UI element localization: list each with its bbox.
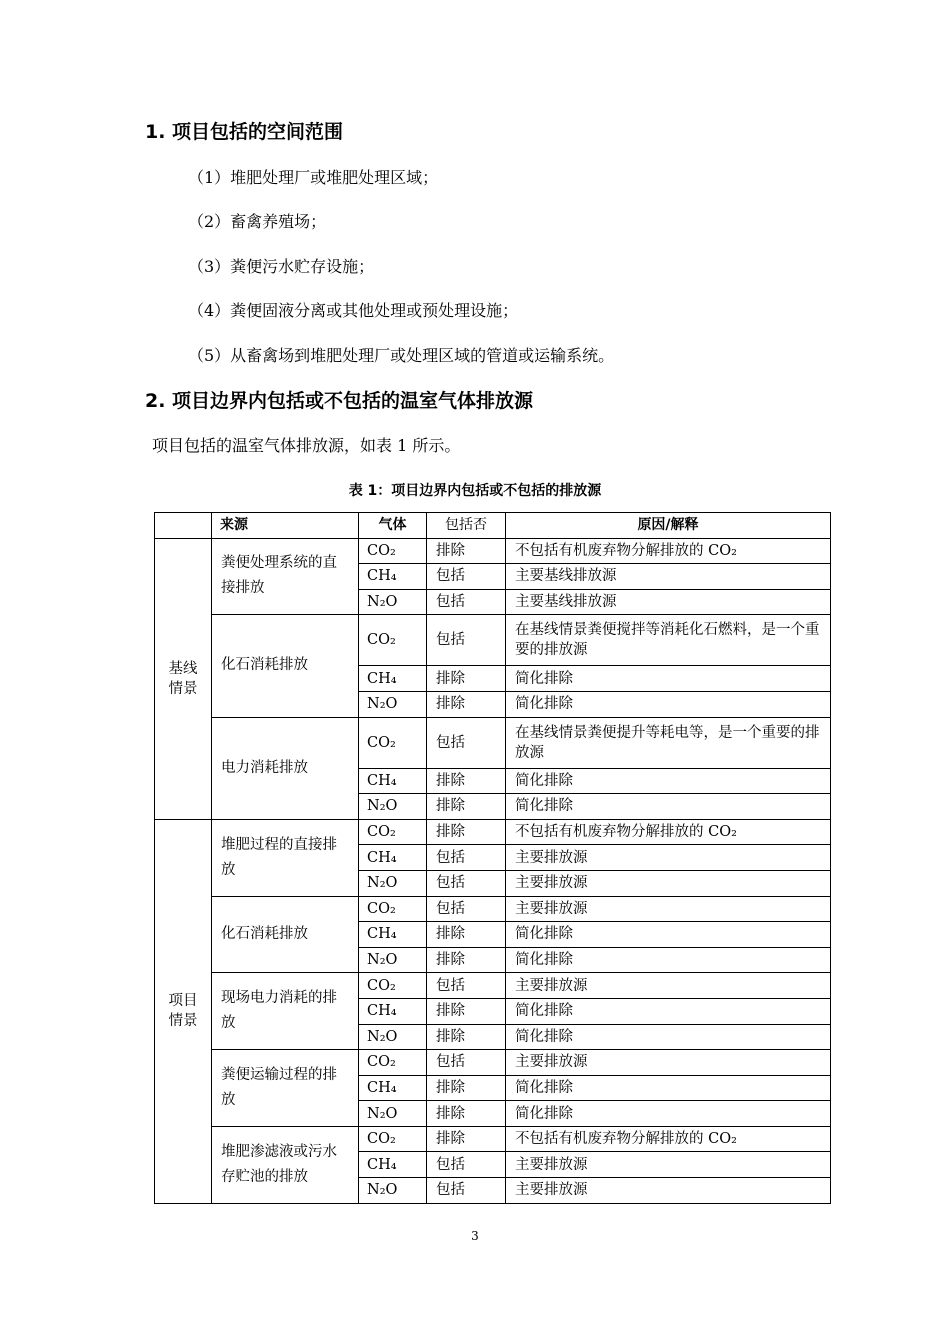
included-cell: 排除 — [427, 947, 506, 973]
included-cell: 排除 — [427, 768, 506, 794]
scenario-label: 基线情景 — [168, 660, 198, 697]
scenario-cell — [155, 819, 212, 1203]
section-1-heading: 1. 项目包括的空间范围 — [145, 121, 344, 143]
source-label: 化石消耗排放 — [221, 657, 308, 674]
table-caption: 表 1：项目边界内包括或不包括的排放源 — [348, 483, 602, 499]
header-included: 包括否 — [427, 513, 506, 539]
included-cell: 包括 — [427, 1050, 506, 1076]
included-cell: 排除 — [427, 538, 506, 564]
header-source: 来源 — [212, 513, 359, 539]
gas-cell: N₂O — [359, 794, 427, 820]
scenario-cell — [155, 538, 212, 819]
included-cell: 排除 — [427, 819, 506, 845]
gas-cell: N₂O — [359, 1024, 427, 1050]
reason-cell: 简化排除 — [506, 666, 831, 692]
emission-sources-table — [154, 512, 831, 1204]
reason-cell: 简化排除 — [506, 922, 831, 948]
included-cell: 包括 — [427, 973, 506, 999]
source-cell — [212, 973, 359, 1050]
header-reason: 原因/解释 — [506, 513, 831, 539]
source-label: 堆肥过程的直接排放 — [221, 836, 337, 878]
reason-cell: 主要排放源 — [506, 1152, 831, 1178]
gas-cell: CO₂ — [359, 973, 427, 999]
reason-cell: 主要排放源 — [506, 870, 831, 896]
gas-cell: CH₄ — [359, 922, 427, 948]
reason-cell: 主要排放源 — [506, 1178, 831, 1204]
table-header-row — [155, 513, 831, 539]
source-cell — [212, 717, 359, 819]
gas-cell: N₂O — [359, 1178, 427, 1204]
page-number: 3 — [471, 1229, 479, 1243]
reason-cell: 主要排放源 — [506, 973, 831, 999]
reason-cell: 主要排放源 — [506, 896, 831, 922]
source-label: 电力消耗排放 — [221, 759, 308, 776]
source-cell — [212, 1126, 359, 1203]
gas-cell: CH₄ — [359, 564, 427, 590]
gas-cell: N₂O — [359, 870, 427, 896]
included-cell: 包括 — [427, 564, 506, 590]
reason-cell: 简化排除 — [506, 998, 831, 1024]
source-label: 化石消耗排放 — [221, 925, 308, 942]
source-cell — [212, 1050, 359, 1127]
reason-cell: 主要基线排放源 — [506, 564, 831, 590]
included-cell: 包括 — [427, 717, 506, 768]
included-cell: 包括 — [427, 589, 506, 615]
gas-cell: N₂O — [359, 947, 427, 973]
gas-cell: CO₂ — [359, 717, 427, 768]
source-label: 现场电力消耗的排放 — [221, 990, 337, 1032]
source-cell — [212, 615, 359, 717]
table-row — [155, 819, 831, 845]
section-2-intro: 项目包括的温室气体排放源，如表 1 所示。 — [152, 436, 461, 455]
source-cell — [212, 538, 359, 615]
gas-cell: N₂O — [359, 589, 427, 615]
source-label: 粪便处理系统的直接排放 — [221, 555, 337, 597]
gas-cell: CH₄ — [359, 1075, 427, 1101]
scope-item-2: （2）畜禽养殖场； — [188, 212, 327, 231]
reason-cell: 简化排除 — [506, 794, 831, 820]
scope-item-3: （3）粪便污水贮存设施； — [188, 257, 375, 276]
header-blank — [155, 513, 212, 539]
reason-cell: 不包括有机废弃物分解排放的 CO₂ — [506, 1126, 831, 1152]
source-label: 粪便运输过程的排放 — [221, 1066, 337, 1108]
gas-cell: CH₄ — [359, 768, 427, 794]
source-cell — [212, 819, 359, 896]
header-gas: 气体 — [359, 513, 427, 539]
included-cell: 包括 — [427, 845, 506, 871]
reason-cell: 不包括有机废弃物分解排放的 CO₂ — [506, 538, 831, 564]
included-cell: 排除 — [427, 922, 506, 948]
gas-cell: CH₄ — [359, 1152, 427, 1178]
scope-item-4: （4）粪便固液分离或其他处理或预处理设施； — [188, 301, 519, 320]
reason-cell: 在基线情景粪便提升等耗电等，是一个重要的排放源 — [506, 717, 831, 768]
table-row — [155, 717, 831, 768]
table-row — [155, 1050, 831, 1076]
gas-cell: N₂O — [359, 1101, 427, 1127]
included-cell: 包括 — [427, 615, 506, 666]
gas-cell: N₂O — [359, 691, 427, 717]
included-cell: 排除 — [427, 1101, 506, 1127]
table-row — [155, 973, 831, 999]
reason-cell: 简化排除 — [506, 768, 831, 794]
table-row — [155, 1126, 831, 1152]
section-2-heading: 2. 项目边界内包括或不包括的温室气体排放源 — [145, 390, 534, 412]
reason-cell: 简化排除 — [506, 1075, 831, 1101]
source-label: 堆肥渗滤液或污水存贮池的排放 — [221, 1143, 337, 1185]
reason-cell: 在基线情景粪便搅拌等消耗化石燃料，是一个重要的排放源 — [506, 615, 831, 666]
included-cell: 排除 — [427, 998, 506, 1024]
included-cell: 排除 — [427, 691, 506, 717]
included-cell: 排除 — [427, 666, 506, 692]
table-row — [155, 538, 831, 564]
included-cell: 排除 — [427, 794, 506, 820]
reason-cell: 不包括有机废弃物分解排放的 CO₂ — [506, 819, 831, 845]
scenario-label: 项目情景 — [168, 993, 198, 1030]
reason-cell: 简化排除 — [506, 1101, 831, 1127]
gas-cell: CO₂ — [359, 538, 427, 564]
gas-cell: CO₂ — [359, 896, 427, 922]
gas-cell: CH₄ — [359, 998, 427, 1024]
source-cell — [212, 896, 359, 973]
reason-cell: 简化排除 — [506, 691, 831, 717]
included-cell: 排除 — [427, 1075, 506, 1101]
gas-cell: CO₂ — [359, 1050, 427, 1076]
reason-cell: 主要排放源 — [506, 845, 831, 871]
included-cell: 包括 — [427, 1178, 506, 1204]
gas-cell: CO₂ — [359, 615, 427, 666]
gas-cell: CO₂ — [359, 1126, 427, 1152]
gas-cell: CH₄ — [359, 845, 427, 871]
table-row — [155, 615, 831, 666]
included-cell: 包括 — [427, 1152, 506, 1178]
scope-item-1: （1）堆肥处理厂或堆肥处理区域； — [188, 168, 439, 187]
reason-cell: 主要排放源 — [506, 1050, 831, 1076]
reason-cell: 简化排除 — [506, 947, 831, 973]
gas-cell: CO₂ — [359, 819, 427, 845]
included-cell: 包括 — [427, 896, 506, 922]
included-cell: 排除 — [427, 1024, 506, 1050]
scope-item-5: （5）从畜禽场到堆肥处理厂或处理区域的管道或运输系统。 — [188, 346, 615, 365]
table-row — [155, 896, 831, 922]
gas-cell: CH₄ — [359, 666, 427, 692]
included-cell: 包括 — [427, 870, 506, 896]
table-body — [155, 538, 831, 1203]
reason-cell: 主要基线排放源 — [506, 589, 831, 615]
reason-cell: 简化排除 — [506, 1024, 831, 1050]
included-cell: 排除 — [427, 1126, 506, 1152]
